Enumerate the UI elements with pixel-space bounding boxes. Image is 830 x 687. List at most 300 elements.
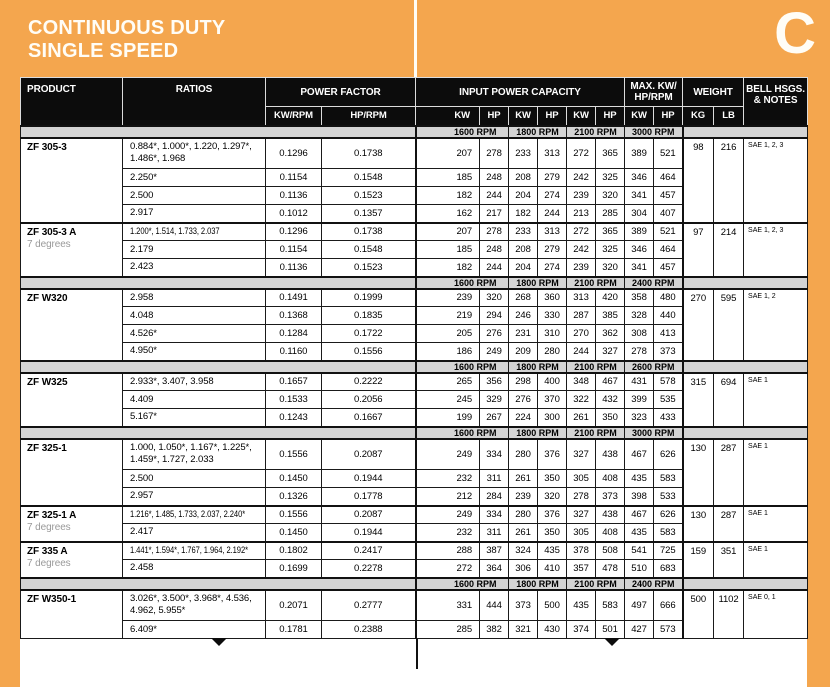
power-value-cell: 308 (625, 325, 654, 343)
power-value-cell: 233 (509, 138, 538, 169)
header-hp-max: HP (654, 107, 683, 126)
power-value-cell: 207 (416, 223, 480, 241)
header-kw-1600: KW (416, 107, 480, 126)
hp-per-rpm-cell: 0.2388 (322, 621, 416, 639)
power-value-cell: 521 (654, 138, 683, 169)
power-value-cell: 583 (654, 470, 683, 488)
weight-kg-cell: 97 (683, 223, 714, 277)
power-value-cell: 346 (625, 241, 654, 259)
power-value-cell: 438 (596, 439, 625, 470)
power-value-cell: 279 (538, 241, 567, 259)
power-value-cell: 573 (654, 621, 683, 639)
ratios-value: 2.458 (130, 562, 154, 574)
rpm-label: 1600 RPM (416, 578, 509, 590)
page-title-line1: CONTINUOUS DUTY (28, 17, 226, 39)
power-value-cell: 324 (509, 542, 538, 560)
hp-per-rpm-cell: 0.1523 (322, 259, 416, 277)
power-value-cell: 330 (538, 307, 567, 325)
header-max-kw-hp-rpm (625, 78, 683, 107)
header-hp-2100: HP (596, 107, 625, 126)
header-input-power-capacity: INPUT POWER CAPACITY (416, 78, 625, 107)
bell-housing-notes-cell: SAE 1 (744, 373, 808, 427)
power-value-cell: 232 (416, 470, 480, 488)
bell-housing-notes-cell: SAE 1, 2, 3 (744, 138, 808, 223)
power-value-cell: 334 (480, 506, 509, 524)
power-value-cell: 480 (654, 289, 683, 307)
weight-lb-cell: 216 (714, 138, 744, 223)
power-value-cell: 249 (416, 439, 480, 470)
rpm-band-row (21, 427, 808, 439)
header-hp-rpm: HP/RPM (322, 107, 416, 126)
power-value-cell: 467 (596, 373, 625, 391)
power-value-cell: 365 (596, 223, 625, 241)
power-value-cell: 276 (480, 325, 509, 343)
data-row (21, 289, 808, 307)
weight-kg-cell: 315 (683, 373, 714, 427)
power-value-cell: 249 (480, 343, 509, 361)
power-value-cell: 533 (654, 488, 683, 506)
power-value-cell: 305 (567, 524, 596, 542)
ratios-value: 3.026*, 3.500*, 3.968*, 4.536, 4.962, 5.955* (130, 593, 252, 617)
header-kw-rpm: KW/RPM (266, 107, 322, 126)
product-name-cell (21, 138, 123, 223)
power-value-cell: 313 (538, 138, 567, 169)
ratios-value: 2.957 (130, 490, 154, 502)
power-value-cell: 208 (509, 169, 538, 187)
power-value-cell: 376 (538, 506, 567, 524)
ratios-cell (123, 205, 266, 223)
power-value-cell: 440 (654, 307, 683, 325)
header-power-factor: POWER FACTOR (266, 78, 416, 107)
power-value-cell: 217 (480, 205, 509, 223)
rpm-label: 1800 RPM (509, 427, 567, 439)
ratios-cell (123, 169, 266, 187)
power-value-cell: 239 (416, 289, 480, 307)
power-value-cell: 725 (654, 542, 683, 560)
power-value-cell: 322 (567, 391, 596, 409)
power-value-cell: 310 (538, 325, 567, 343)
power-value-cell: 244 (480, 259, 509, 277)
hp-per-rpm-cell: 0.1667 (322, 409, 416, 427)
rpm-label: 1800 RPM (509, 361, 567, 373)
header-kw-2100: KW (567, 107, 596, 126)
product-name: ZF 325-1 (27, 442, 67, 454)
data-row (21, 590, 808, 621)
table-body (21, 126, 808, 639)
power-value-cell: 387 (480, 542, 509, 560)
kw-per-rpm-cell: 0.1136 (266, 259, 322, 277)
kw-per-rpm-cell: 0.1368 (266, 307, 322, 325)
power-value-cell: 204 (509, 187, 538, 205)
power-value-cell: 348 (567, 373, 596, 391)
header-bell-line1: BELL HSGS. (746, 84, 805, 95)
continuation-arrow-icon (211, 638, 227, 646)
ratios-cell (123, 391, 266, 409)
data-row (21, 506, 808, 524)
continuation-arrow-icon (604, 638, 620, 646)
rpm-band-spacer-right (683, 277, 808, 289)
power-value-cell: 373 (654, 343, 683, 361)
hp-per-rpm-cell: 0.1357 (322, 205, 416, 223)
power-value-cell: 239 (567, 187, 596, 205)
power-value-cell: 334 (480, 439, 509, 470)
hp-per-rpm-cell: 0.1556 (322, 343, 416, 361)
power-value-cell: 433 (654, 409, 683, 427)
ratios-cell (123, 590, 266, 621)
hp-per-rpm-cell: 0.2087 (322, 439, 416, 470)
ratios-value: 2.958 (130, 291, 154, 303)
rpm-label: 2100 RPM (567, 277, 625, 289)
power-value-cell: 313 (538, 223, 567, 241)
product-name-cell (21, 289, 123, 361)
power-value-cell: 321 (509, 621, 538, 639)
power-value-cell: 232 (416, 524, 480, 542)
power-value-cell: 224 (509, 409, 538, 427)
rpm-label: 3000 RPM (625, 427, 683, 439)
power-value-cell: 457 (654, 259, 683, 277)
ratios-cell (123, 289, 266, 307)
power-value-cell: 399 (625, 391, 654, 409)
power-value-cell: 362 (596, 325, 625, 343)
power-value-cell: 382 (480, 621, 509, 639)
power-value-cell: 583 (596, 590, 625, 621)
power-value-cell: 249 (416, 506, 480, 524)
rpm-band-spacer-left (21, 427, 416, 439)
power-value-cell: 427 (625, 621, 654, 639)
power-value-cell: 408 (596, 470, 625, 488)
power-value-cell: 435 (567, 590, 596, 621)
power-value-cell: 272 (416, 560, 480, 578)
kw-per-rpm-cell: 0.1657 (266, 373, 322, 391)
power-value-cell: 278 (567, 488, 596, 506)
power-value-cell: 501 (596, 621, 625, 639)
power-value-cell: 199 (416, 409, 480, 427)
power-value-cell: 341 (625, 259, 654, 277)
bell-housing-notes-cell: SAE 0, 1 (744, 590, 808, 639)
power-value-cell: 508 (596, 542, 625, 560)
power-value-cell: 683 (654, 560, 683, 578)
hp-per-rpm-cell: 0.1835 (322, 307, 416, 325)
data-row (21, 542, 808, 560)
power-value-cell: 666 (654, 590, 683, 621)
ratios-value: 5.167* (130, 411, 157, 423)
power-value-cell: 278 (625, 343, 654, 361)
power-value-cell: 288 (416, 542, 480, 560)
power-value-cell: 239 (509, 488, 538, 506)
power-value-cell: 182 (509, 205, 538, 223)
power-value-cell: 467 (625, 439, 654, 470)
weight-lb-cell: 1102 (714, 590, 744, 639)
rpm-label: 1800 RPM (509, 277, 567, 289)
kw-per-rpm-cell: 0.1533 (266, 391, 322, 409)
spec-sheet (20, 77, 807, 687)
kw-per-rpm-cell: 0.1450 (266, 524, 322, 542)
power-value-cell: 350 (538, 524, 567, 542)
power-value-cell: 280 (509, 439, 538, 470)
power-value-cell: 186 (416, 343, 480, 361)
ratios-value: 2.417 (130, 526, 154, 538)
weight-lb-cell: 595 (714, 289, 744, 361)
ratios-cell (123, 307, 266, 325)
power-value-cell: 435 (625, 470, 654, 488)
ratios-cell (123, 187, 266, 205)
kw-per-rpm-cell: 0.1556 (266, 439, 322, 470)
power-value-cell: 182 (416, 187, 480, 205)
bell-housing-notes-cell: SAE 1, 2, 3 (744, 223, 808, 277)
power-value-cell: 432 (596, 391, 625, 409)
hp-per-rpm-cell: 0.1722 (322, 325, 416, 343)
weight-kg-cell: 270 (683, 289, 714, 361)
power-value-cell: 357 (567, 560, 596, 578)
power-value-cell: 246 (509, 307, 538, 325)
product-name: ZF 335 A (27, 545, 68, 557)
bell-housing-notes-cell: SAE 1 (744, 506, 808, 542)
header-bell-line2: & NOTES (753, 95, 798, 106)
kw-per-rpm-cell: 0.1136 (266, 187, 322, 205)
ratios-cell (123, 241, 266, 259)
ratios-value: 4.526* (130, 327, 157, 339)
bell-housing-notes-cell: SAE 1 (744, 439, 808, 506)
power-value-cell: 280 (538, 343, 567, 361)
power-value-cell: 350 (538, 470, 567, 488)
power-value-cell: 311 (480, 470, 509, 488)
hp-per-rpm-cell: 0.2222 (322, 373, 416, 391)
hp-per-rpm-cell: 0.2056 (322, 391, 416, 409)
ratios-value: 2.500 (130, 189, 154, 201)
rpm-band-spacer-left (21, 277, 416, 289)
rpm-label: 3000 RPM (625, 126, 683, 138)
rpm-label: 2100 RPM (567, 578, 625, 590)
rpm-label: 1600 RPM (416, 126, 509, 138)
power-value-cell: 358 (625, 289, 654, 307)
ratios-cell (123, 343, 266, 361)
power-value-cell: 541 (625, 542, 654, 560)
ratios-cell (123, 524, 266, 542)
ratios-value: 1.000, 1.050*, 1.167*, 1.225*, 1.459*, 1.727, 2.033 (130, 442, 252, 466)
power-value-cell: 583 (654, 524, 683, 542)
power-value-cell: 327 (567, 439, 596, 470)
power-value-cell: 182 (416, 259, 480, 277)
rpm-band-spacer-left (21, 361, 416, 373)
power-value-cell: 320 (596, 187, 625, 205)
power-value-cell: 320 (596, 259, 625, 277)
hp-per-rpm-cell: 0.1523 (322, 187, 416, 205)
power-value-cell: 294 (480, 307, 509, 325)
ratios-cell (123, 409, 266, 427)
weight-kg-cell: 130 (683, 439, 714, 506)
power-value-cell: 385 (596, 307, 625, 325)
hp-per-rpm-cell: 0.1738 (322, 223, 416, 241)
power-value-cell: 279 (538, 169, 567, 187)
power-value-cell: 278 (480, 223, 509, 241)
rpm-label: 2400 RPM (625, 277, 683, 289)
power-value-cell: 341 (625, 187, 654, 205)
weight-kg-cell: 159 (683, 542, 714, 578)
hp-per-rpm-cell: 0.1548 (322, 241, 416, 259)
rpm-band-spacer-right (683, 427, 808, 439)
product-name-cell (21, 590, 123, 639)
power-value-cell: 265 (416, 373, 480, 391)
ratios-cell (123, 506, 266, 524)
hp-per-rpm-cell: 0.1999 (322, 289, 416, 307)
hp-per-rpm-cell: 0.2278 (322, 560, 416, 578)
header-kw-1800: KW (509, 107, 538, 126)
power-value-cell: 400 (538, 373, 567, 391)
power-value-cell: 219 (416, 307, 480, 325)
power-value-cell: 248 (480, 169, 509, 187)
header-product: PRODUCT (21, 78, 123, 126)
rpm-label: 1600 RPM (416, 361, 509, 373)
rpm-label: 2100 RPM (567, 361, 625, 373)
rpm-band-row (21, 578, 808, 590)
ratios-value: 4.409 (130, 393, 154, 405)
bell-housing-notes-cell: SAE 1, 2 (744, 289, 808, 361)
hp-per-rpm-cell: 0.1778 (322, 488, 416, 506)
rpm-band-spacer-right (683, 578, 808, 590)
ratios-value: 2.423 (130, 261, 154, 273)
data-row (21, 223, 808, 241)
ratios-value: 2.250* (130, 171, 157, 183)
data-row (21, 373, 808, 391)
power-value-cell: 298 (509, 373, 538, 391)
power-value-cell: 242 (567, 241, 596, 259)
power-value-cell: 431 (625, 373, 654, 391)
product-name-cell (21, 542, 123, 578)
power-value-cell: 274 (538, 259, 567, 277)
table-header (21, 78, 808, 126)
power-value-cell: 350 (596, 409, 625, 427)
product-subtitle: 7 degrees (27, 557, 71, 569)
power-value-cell: 500 (538, 590, 567, 621)
kw-per-rpm-cell: 0.2071 (266, 590, 322, 621)
rpm-band-row (21, 277, 808, 289)
power-value-cell: 244 (567, 343, 596, 361)
power-value-cell: 328 (625, 307, 654, 325)
ratios-cell (123, 439, 266, 470)
power-value-cell: 208 (509, 241, 538, 259)
kw-per-rpm-cell: 0.1154 (266, 169, 322, 187)
ratios-cell (123, 259, 266, 277)
power-value-cell: 320 (538, 488, 567, 506)
product-subtitle: 7 degrees (27, 521, 71, 533)
power-value-cell: 626 (654, 439, 683, 470)
hp-per-rpm-cell: 0.1944 (322, 470, 416, 488)
kw-per-rpm-cell: 0.1296 (266, 223, 322, 241)
product-name-cell (21, 439, 123, 506)
rpm-label: 1800 RPM (509, 578, 567, 590)
spec-table (20, 77, 808, 639)
power-value-cell: 360 (538, 289, 567, 307)
power-value-cell: 420 (596, 289, 625, 307)
power-value-cell: 313 (567, 289, 596, 307)
page-title-line2: SINGLE SPEED (28, 40, 179, 62)
power-value-cell: 373 (509, 590, 538, 621)
kw-per-rpm-cell: 0.1802 (266, 542, 322, 560)
power-value-cell: 280 (509, 506, 538, 524)
power-value-cell: 245 (416, 391, 480, 409)
ratios-cell (123, 470, 266, 488)
header-ratios: RATIOS (123, 78, 266, 126)
weight-lb-cell: 287 (714, 439, 744, 506)
rpm-label: 2100 RPM (567, 427, 625, 439)
power-value-cell: 244 (538, 205, 567, 223)
header-max-line2: HP/RPM (634, 92, 673, 103)
rpm-band-spacer-right (683, 126, 808, 138)
power-value-cell: 285 (416, 621, 480, 639)
power-value-cell: 435 (538, 542, 567, 560)
ratios-value: 0.884*, 1.000*, 1.220, 1.297*, 1.486*, 1.968 (130, 141, 252, 165)
power-value-cell: 300 (538, 409, 567, 427)
header-max-line1: MAX. KW/ (630, 81, 677, 92)
power-value-cell: 274 (538, 187, 567, 205)
power-value-cell: 430 (538, 621, 567, 639)
header-hp-1800: HP (538, 107, 567, 126)
power-value-cell: 327 (567, 506, 596, 524)
power-value-cell: 323 (625, 409, 654, 427)
power-value-cell: 207 (416, 138, 480, 169)
kw-per-rpm-cell: 0.1012 (266, 205, 322, 223)
hp-per-rpm-cell: 0.2087 (322, 506, 416, 524)
power-value-cell: 374 (567, 621, 596, 639)
product-name: ZF W325 (27, 376, 68, 388)
power-value-cell: 413 (654, 325, 683, 343)
power-value-cell: 209 (509, 343, 538, 361)
rpm-band-spacer-right (683, 361, 808, 373)
power-value-cell: 231 (509, 325, 538, 343)
rpm-label: 1600 RPM (416, 277, 509, 289)
rpm-label: 2600 RPM (625, 361, 683, 373)
power-value-cell: 261 (567, 409, 596, 427)
product-name: ZF 325-1 A (27, 509, 77, 521)
power-value-cell: 444 (480, 590, 509, 621)
power-value-cell: 510 (625, 560, 654, 578)
power-value-cell: 365 (596, 138, 625, 169)
power-value-cell: 270 (567, 325, 596, 343)
kw-per-rpm-cell: 0.1284 (266, 325, 322, 343)
power-value-cell: 285 (596, 205, 625, 223)
power-value-cell: 410 (538, 560, 567, 578)
header-bell-hsgs-notes (744, 78, 808, 126)
power-value-cell: 346 (625, 169, 654, 187)
ratios-value: 6.409* (130, 623, 157, 635)
product-subtitle: 7 degrees (27, 238, 71, 250)
rpm-band-spacer-left (21, 126, 416, 138)
header-kg: KG (683, 107, 714, 126)
header-weight: WEIGHT (683, 78, 744, 107)
kw-per-rpm-cell: 0.1326 (266, 488, 322, 506)
ratios-cell (123, 560, 266, 578)
ratios-cell (123, 138, 266, 169)
power-value-cell: 325 (596, 169, 625, 187)
section-letter: C (774, 1, 816, 66)
product-name-cell (21, 373, 123, 427)
power-value-cell: 212 (416, 488, 480, 506)
ratios-cell (123, 325, 266, 343)
power-value-cell: 497 (625, 590, 654, 621)
power-value-cell: 464 (654, 169, 683, 187)
ratios-cell (123, 223, 266, 241)
power-value-cell: 261 (509, 524, 538, 542)
power-value-cell: 364 (480, 560, 509, 578)
kw-per-rpm-cell: 0.1154 (266, 241, 322, 259)
power-value-cell: 306 (509, 560, 538, 578)
power-value-cell: 438 (596, 506, 625, 524)
product-name: ZF 305-3 (27, 141, 67, 153)
power-value-cell: 435 (625, 524, 654, 542)
power-value-cell: 464 (654, 241, 683, 259)
ratios-value: 4.950* (130, 345, 157, 357)
kw-per-rpm-cell: 0.1296 (266, 138, 322, 169)
